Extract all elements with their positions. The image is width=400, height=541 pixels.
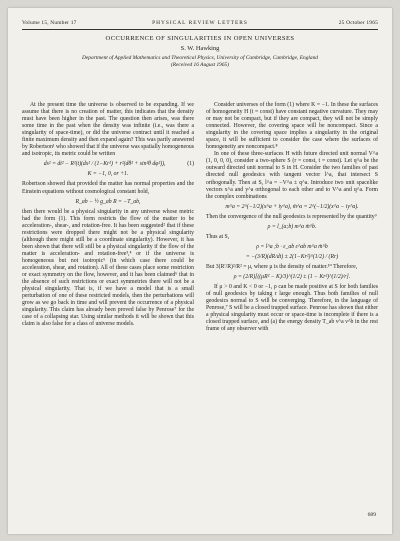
received-date: (Received 16 August 1965) (170, 61, 230, 68)
equation-7: ρ = (2/R)[((μR² − K)/3)^(1/2) ± (1 − Kr²)^(1/2)/r]. (233, 273, 351, 280)
equation-5: ρ = l^a ;b · ε_ab ε^ab m^a m̄^b (256, 243, 328, 250)
paragraph: then there would be a physical singularity in any universe whose metric had the form (1). This form restricts the flow of the matter to be acceleration-, shear-, and rotation-free. It has been suggested² that if these restrictions were dropped there might not be a physical singularity (although there might still be a coordinate singularity). However, it has been shown that there will still be a physical singularity if the flow of the matter is acceleration- and rotation-free³,⁴ or if the universe is homogeneous but not isotropic⁵ (in which case there could be acceleration, shear, and rotation). All of these cases place some restriction or exact symmetry on the flow, however, and it has been claimed⁶ that in the absence of such restrictions or exact symmetries there will not be a physical singularity. That is, if we have a model that is a small perturbation of one of these restricted models, then the perturbations will grow as we go back in time and will prevent the occurrence of a physical singularity. This claim has already been proved false by Penrose⁷ for the case of a collapsing star. Using similar methods it will be shown that this claim is also false for a class of universe models. (22, 208, 194, 328)
paragraph: In one of these three-surfaces H with future directed unit normal V^a (1, 0, 0, 0), consider a two-sphere S (r = const, t = const). Let q^a be the outward directed unit normal to S in H. Consider the two families of past directed null geodesics with tangent vector l^a, that intersect S orthogonally. Then at S, l^a = −V^a ± q^a. Introduce two unit spacelike vectors x^a and y^a orthogonal to each other and to V^a and q^a. Form the complex combinations (206, 151, 378, 200)
title-block (22, 35, 378, 69)
author-affiliation (22, 55, 378, 69)
article-title: OCCURRENCE OF SINGULARITIES IN OPEN UNIVERSES (105, 35, 295, 42)
issue-date: 25 October 1965 (338, 20, 378, 26)
equation-4: ρ = l_(a;b) m^a m̄^b. (267, 223, 317, 230)
equation-text: ds² = dt² − R²(t)(dx² / (1−Kr²) + r²(dθ² + sin²θ dφ²)), (43, 161, 166, 168)
paragraph: At the present time the universe is observed to be expanding. If we assume that there is no creation of matter, this indicates that the density must have been higher in the past. The question then arises, was there some time in the past when the density was infinite (i.e., was there a singularity of space-time), or did the universe contract until it reached a finite maximum density and then expand again? This was partly answered by Robertson¹ who showed that if the universe was spatially homogeneous and isotropic, its metric could be written (22, 102, 194, 158)
article-author: S. W. Hawking (180, 45, 220, 52)
paragraph: Robertson showed that provided the matter has normal properties and the Einstein equations without cosmological constant hold, (22, 181, 194, 195)
journal-name: PHYSICAL REVIEW LETTERS (152, 20, 248, 26)
equation-3: m^a = 2^(−1/2)(x^a + iy^a), m̄^a = 2^(−1/2)(x^a − iy^a). (225, 203, 359, 210)
volume-label: Volume 15, Number 17 (22, 20, 77, 26)
equation-1 (22, 161, 194, 168)
paragraph: Consider universes of the form (1) where K = −1. In these the surfaces of homogeneity H (t = const) have constant negative curvature. They may or may not be compact, but if they are compact, they will not be simply connected. However, the covering space will be noncompact. Since a singularity in the covering space implies a singularity in the original space, it will be sufficient to consider the case where the surfaces of homogeneity are noncompact.⁸ (206, 102, 378, 151)
equation-number: (1) (187, 161, 194, 168)
equation-2: R_ab − ½ g_ab R = −T_ab, (75, 198, 141, 205)
page-number: 689 (367, 512, 376, 518)
left-column (22, 102, 194, 328)
paragraph: Then the convergence of the null geodesics is represented by the quantity⁹ (206, 213, 377, 220)
affiliation-text: Department of Applied Mathematics and Theoretical Physics, University of Cambridge, Cambridge, England (82, 55, 318, 61)
paragraph: But 3(R′/R)²/R² = μ, where μ is the density of matter.¹⁰ Therefore, (206, 263, 358, 270)
right-column (206, 102, 378, 333)
equation-1b: K = −1, 0, or +1. (87, 171, 129, 178)
paragraph: Thus at S, (206, 233, 230, 240)
paragraph: If μ > 0 and K < 0 or −1, ρ can be made positive at S for both families of null geodesics by taking r large enough. Thus both families of null geodesics normal to S will be converging. Therefore, in the language of Penrose,⁷ S will be a closed trapped surface. Penrose has shown that either a physical singularity must occur or space-time is incomplete if there is a closed trapped surface, and (a) the energy density T_ab ν^a ν^b in the rest frame of any observer with (206, 284, 378, 333)
equation-6: = −(3/R)(dR/dt) ± 2(1−Kr²)^(1/2) / (Rr) (245, 253, 339, 260)
header-rule (22, 29, 378, 30)
journal-page (8, 8, 392, 534)
